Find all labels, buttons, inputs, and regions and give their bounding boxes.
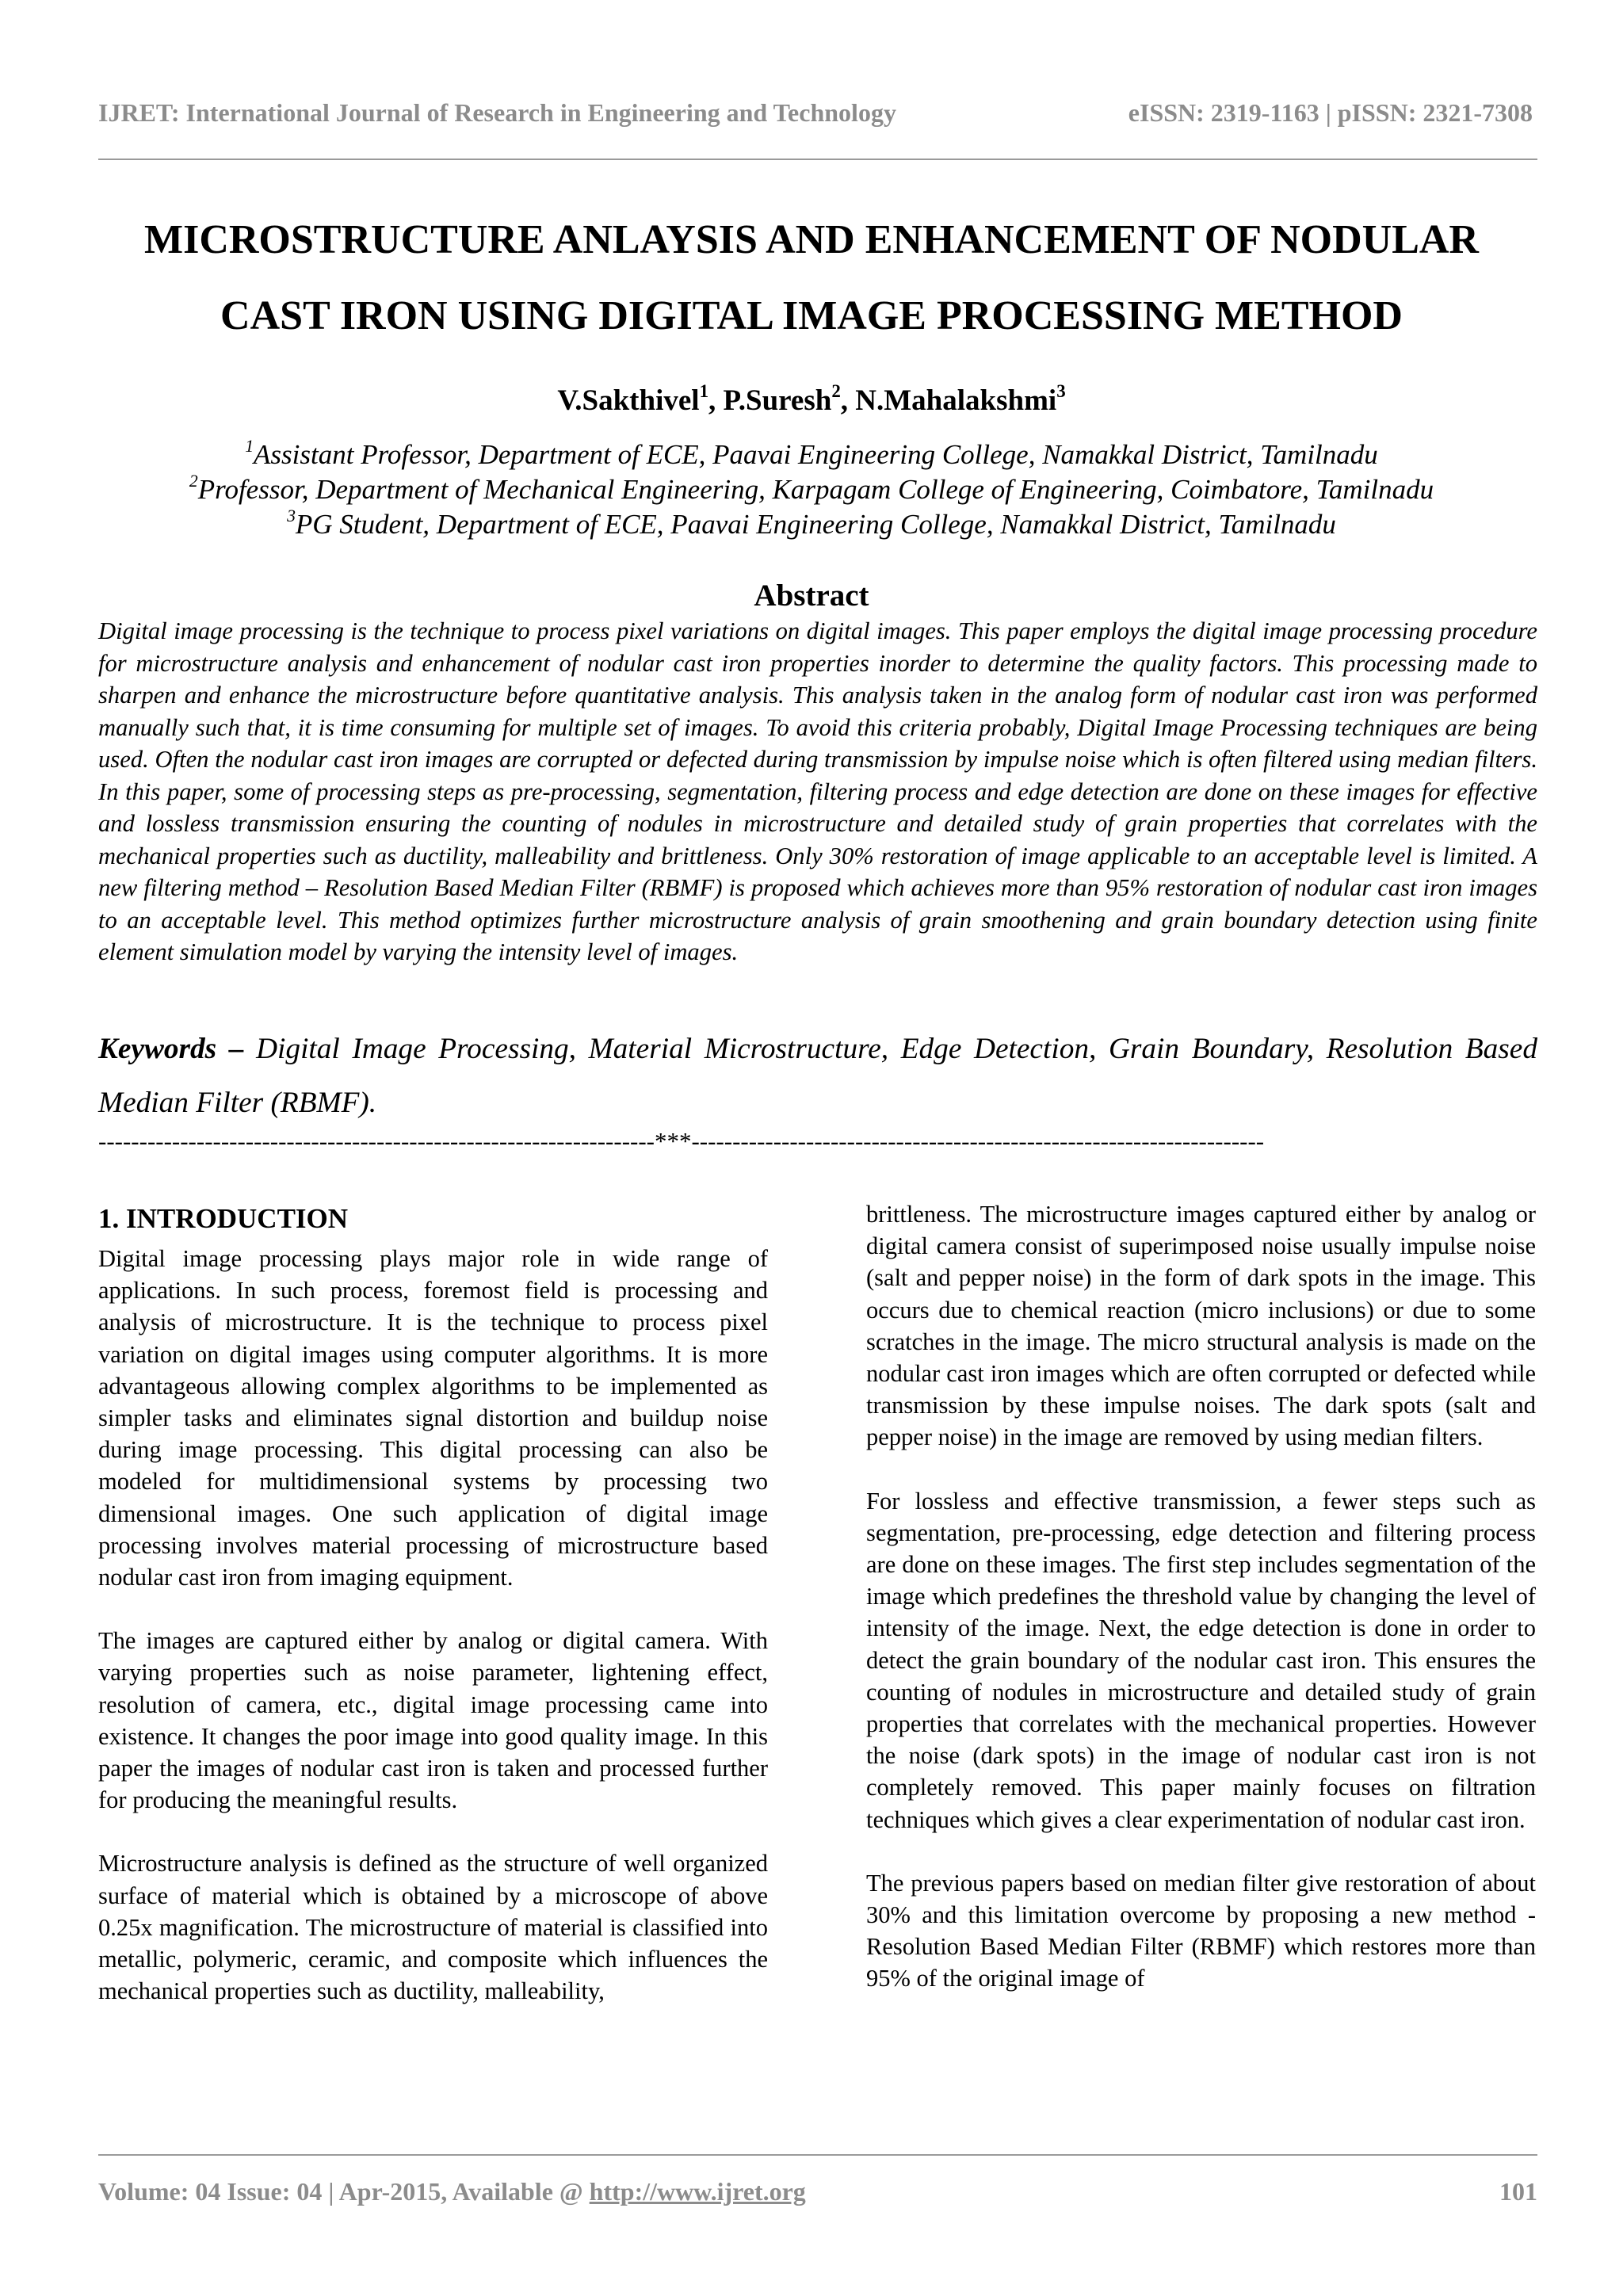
journal-name: IJRET: International Journal of Research in Engineering and Technology xyxy=(98,98,896,127)
affiliation-text: PG Student, Department of ECE, Paavai Engineering College, Namakkal District, Tamilnadu xyxy=(295,509,1336,540)
author-name: V.Sakthivel xyxy=(557,384,700,417)
author-sup: 2 xyxy=(831,381,841,402)
affiliation-text: Professor, Department of Mechanical Engineering, Karpagam College of Engineering, Coimbatore, Tamilnadu xyxy=(197,474,1434,505)
affiliation-text: Assistant Professor, Department of ECE, Paavai Engineering College, Namakkal District, Tamilnadu xyxy=(254,439,1378,470)
paragraph: The images are captured either by analog or digital camera. With varying properties such as noise parameter, lightening effect, resolution of camera, etc., digital image processing came into existence. It changes the poor image into good quality image. In this paper the images of nodular cast iron is taken and processed further for producing the meaningful results. xyxy=(98,1627,768,1814)
section-separator: --------------------------------------------------------------------***---------------------------------------------------------------------- xyxy=(98,1127,1265,1155)
volume-info xyxy=(98,2177,806,2206)
author-name: N.Mahalakshmi xyxy=(855,384,1057,417)
affiliation-list xyxy=(63,437,1560,542)
paragraph: brittleness. The microstructure images captured either by analog or digital camera consist of superimposed noise usually impulse noise (salt and pepper noise) in the form of dark spots in the image. This occurs due to chemical reaction (micro inclusions) or due to some scratches in the image. The micro structural analysis is made on the nodular cast iron images which are often corrupted or defected while transmission by these impulse noises. The dark spots (salt and pepper noise) in the image are removed by using median filters. xyxy=(866,1201,1536,1451)
affiliation xyxy=(63,507,1560,542)
abstract-text: Digital image processing is the technique to process pixel variations on digital images. This paper employs the digital image processing procedure for microstructure analysis and enhancement of nodular cast iron properties inorder to determine the quality factors. This processing made to sharpen and enhance the microstructure before quantitative analysis. This analysis taken in the analog form of nodular cast iron was performed manually such that, it is time consuming for multiple set of images. To avoid this criteria probably, Digital Image Processing techniques are being used. Often the nodular cast iron images are corrupted or defected during transmission by impulse noise which is often filtered using median filters. In this paper, some of processing steps as pre-processing, segmentation, filtering process and edge detection are done on these images for effective and lossless transmission ensuring the counting of nodules in microstructure and detailed study of grain properties that correlates with the mechanical properties such as ductility, malleability and brittleness. Only 30% restoration of image applicable to an acceptable level is limited. A new filtering method – Resolution Based Median Filter (RBMF) is proposed which achieves more than 95% restoration of nodular cast iron images to an acceptable level. This method optimizes further microstructure analysis of grain smoothening and grain boundary detection using finite element simulation model by varying the intensity level of images. xyxy=(98,617,1537,965)
page-number: 101 xyxy=(1499,2177,1537,2206)
paragraph: Digital image processing plays major role in wide range of applications. In such process, foremost field is processing and analysis of microstructure. It is the technique to process pixel variation on digital images using computer algorithms. It is more advantageous allowing complex algorithms to be implemented as simpler tasks and eliminates signal distortion and buildup noise during image processing. This digital processing can also be modeled for multidimensional systems by processing two dimensional images. One such application of digital image processing involves material processing of microstructure based nodular cast iron from imaging equipment. xyxy=(98,1245,768,1591)
title-line-2: CAST IRON USING DIGITAL IMAGE PROCESSING METHOD xyxy=(220,293,1403,338)
affiliation xyxy=(63,437,1560,472)
author-sep: , xyxy=(840,384,856,417)
affiliation-sup: 3 xyxy=(287,506,296,526)
volume-text: Volume: 04 Issue: 04 | Apr-2015, Available @ xyxy=(98,2177,590,2206)
journal-url-link[interactable]: http://www.ijret.org xyxy=(589,2177,806,2206)
abstract-heading: Abstract xyxy=(754,579,869,613)
affiliation-sup: 1 xyxy=(245,437,254,457)
keywords xyxy=(98,1022,1537,1130)
keywords-text: Digital Image Processing, Material Microstructure, Edge Detection, Grain Boundary, Resolution Based Median Filter (RBMF). xyxy=(98,1033,1537,1119)
author-sup: 1 xyxy=(699,381,709,402)
page-footer xyxy=(98,2177,1537,2217)
issn-info: eISSN: 2319-1163 | pISSN: 2321-7308 xyxy=(1128,98,1533,127)
title-line-1: MICROSTRUCTURE ANLAYSIS AND ENHANCEMENT OF NODULAR xyxy=(144,217,1479,262)
paragraph: For lossless and effective transmission, a fewer steps such as segmentation, pre-processing, edge detection and filtering process are done on these images. The first step includes segmentation of the image which predefines the threshold value by changing the level of intensity of the image. Next, the edge detection is done in order to detect the grain boundary of the nodular cast iron. This ensures the counting of nodules in microstructure and detailed study of grain properties that correlates with the mechanical properties. However the noise (dark spots) in the image of nodular cast iron is not completely removed. This paper mainly focuses on filtration techniques which gives a clear experimentation of nodular cast iron. xyxy=(866,1487,1536,1833)
affiliation-sup: 2 xyxy=(189,472,198,491)
paper-title xyxy=(63,202,1560,354)
author-name: P.Suresh xyxy=(723,384,832,417)
page-header xyxy=(98,98,1533,138)
left-column xyxy=(98,1198,768,2007)
right-column xyxy=(866,1198,1536,1995)
author-list xyxy=(63,382,1560,420)
affiliation xyxy=(63,472,1560,507)
footer-rule xyxy=(98,2154,1537,2156)
author-sep: , xyxy=(708,384,724,417)
header-rule xyxy=(98,159,1537,160)
keywords-label: Keywords – xyxy=(98,1033,244,1065)
paragraph: Microstructure analysis is defined as the structure of well organized surface of material which is obtained by a microscope of above 0.25x magnification. The microstructure of material is classified into metallic, polymeric, ceramic, and composite which influences the mechanical properties such as ductility, malleability, xyxy=(98,1850,768,2005)
author-sup: 3 xyxy=(1056,381,1066,402)
section-heading: 1. INTRODUCTION xyxy=(98,1203,349,1234)
paragraph: The previous papers based on median filter give restoration of about 30% and this limitation overcome by proposing a new method - Resolution Based Median Filter (RBMF) which restores more than 95% of the original image of xyxy=(866,1869,1536,1992)
